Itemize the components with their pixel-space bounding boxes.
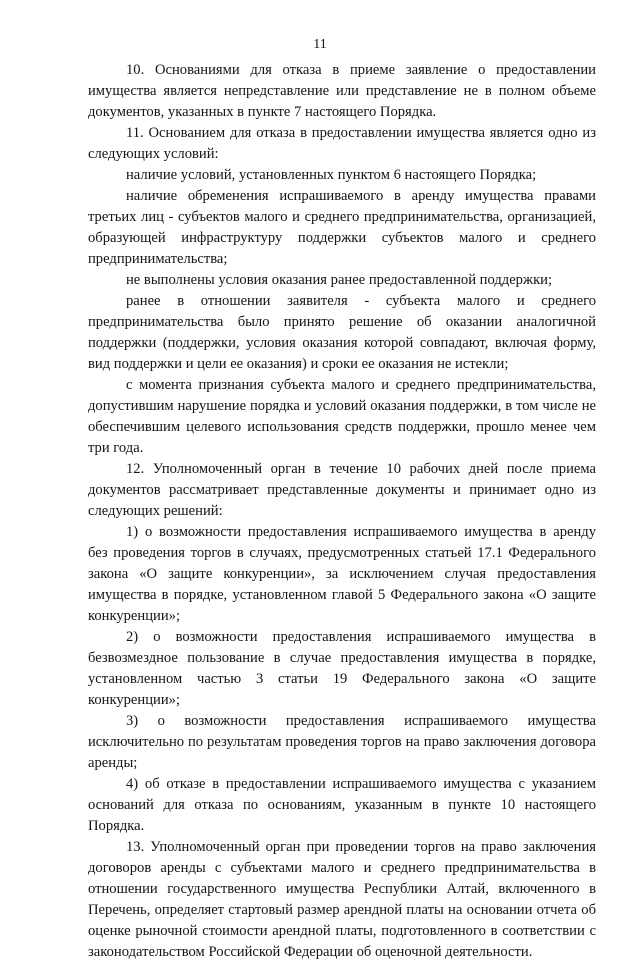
paragraph-12-decision-3: 3) о возможности предоставления испрашиваемого имущества исключительно по результатам проведения торгов на право заключения договора аренды; (88, 713, 596, 771)
paragraph-12-decision-4: 4) об отказе в предоставлении испрашиваемого имущества с указанием оснований для отказа по основаниям, указанным в пункте 10 настоящего Порядка. (88, 776, 596, 834)
paragraph-11-condition-4: ранее в отношении заявителя - субъекта малого и среднего предпринимательства было принято решение об оказании аналогичной поддержки (поддержки, условия оказания которой совпадают, включая форму, вид поддержки и цели ее оказания) и сроки ее оказания не истекли; (88, 293, 596, 372)
paragraph-13: 13. Уполномоченный орган при проведении торгов на право заключения договоров аренды с субъектами малого и среднего предпринимательства в отношении государственного имущества Республики Алтай, включенного в Перечень, определяет стартовый размер арендной платы на основании отчета об оценке рыночной стоимости арендной платы, подготовленного в соответствии с законодательством Российской Федерации об оценочной деятельности. (88, 839, 596, 960)
document-body (88, 60, 596, 963)
paragraph-12-decision-1: 1) о возможности предоставления испрашиваемого имущества в аренду без проведения торгов в случаях, предусмотренных статьей 17.1 Федерального закона «О защите конкуренции», за исключением случая предоставления имущества в порядке, установленном главой 5 Федерального закона «О защите конкуренции»; (88, 524, 596, 624)
paragraph-11-condition-1: наличие условий, установленных пунктом 6 настоящего Порядка; (126, 167, 537, 183)
paragraph-11-condition-2: наличие обременения испрашиваемого в аренду имущества правами третьих лиц - субъектов малого и среднего предпринимательства, организацией, образующей инфраструктуру поддержки субъектов малого и среднего предпринимательства; (88, 188, 596, 267)
paragraph-11: 11. Основанием для отказа в предоставлении имущества является одно из следующих условий: (88, 125, 596, 162)
page-number: 11 (313, 37, 327, 52)
paragraph-12: 12. Уполномоченный орган в течение 10 рабочих дней после приема документов рассматривает представленные документы и принимает одно из следующих решений: (88, 461, 596, 519)
paragraph-10: 10. Основаниями для отказа в приеме заявление о предоставлении имущества является непредставление или представление не в полном объеме документов, указанных в пункте 7 настоящего Порядка. (88, 62, 596, 120)
paragraph-11-condition-3: не выполнены условия оказания ранее предоставленной поддержки; (126, 272, 553, 288)
paragraph-11-condition-5: с момента признания субъекта малого и среднего предпринимательства, допустившим нарушение порядка и условий оказания поддержки, в том числе не обеспечившим целевого использования средств поддержки, прошло менее чем три года. (88, 377, 596, 456)
paragraph-12-decision-2: 2) о возможности предоставления испрашиваемого имущества в безвозмездное пользование в случае предоставления имущества в порядке, установленном частью 3 статьи 19 Федерального закона «О защите конкуренции»; (88, 629, 596, 708)
